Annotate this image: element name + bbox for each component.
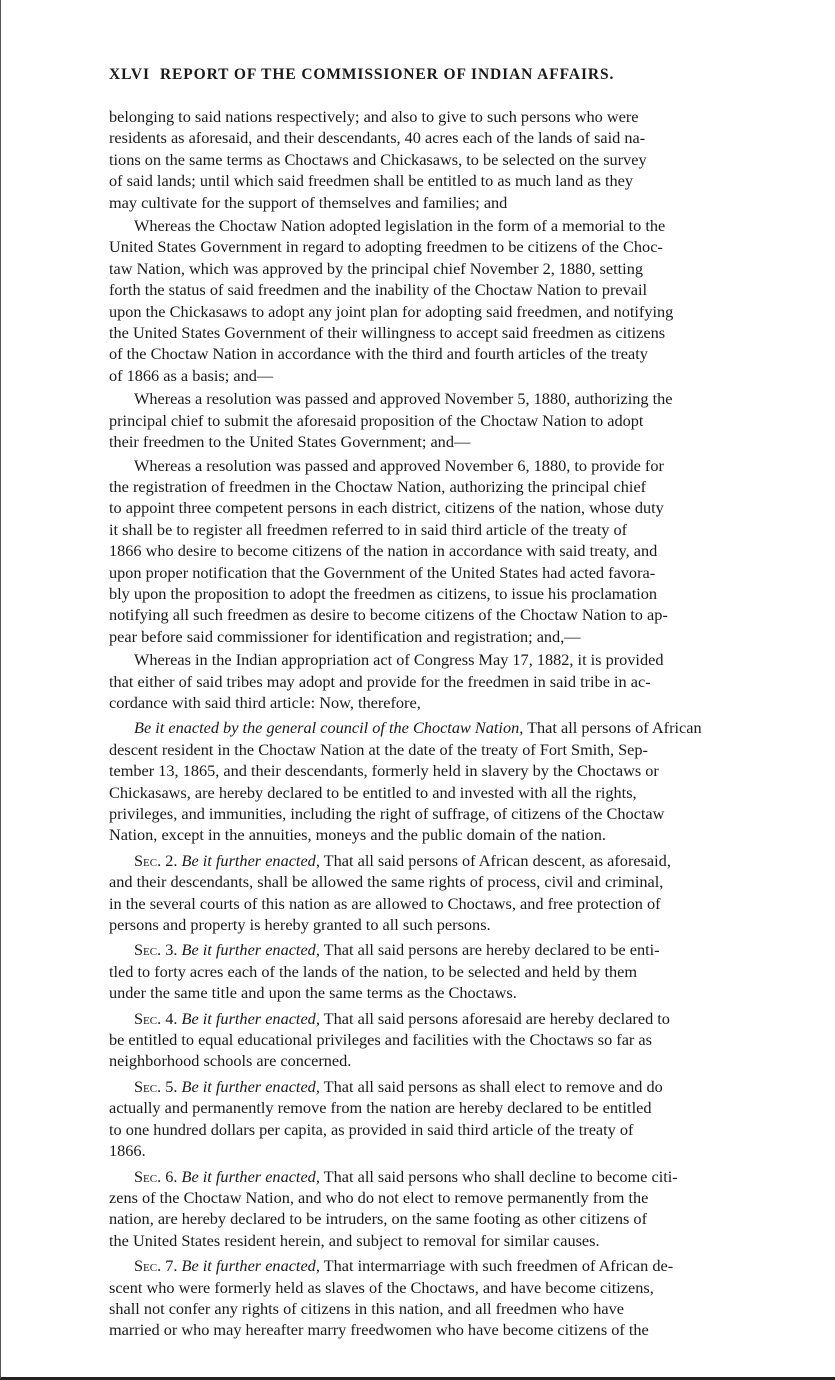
- text-line: residents as aforesaid, and their descendants, 40 acres each of the lands of said na-: [109, 128, 646, 148]
- text-line: and their descendants, shall be allowed the same rights of process, civil and criminal,: [109, 872, 664, 892]
- text-line: be entitled to equal educational privileges and facilities with the Choctaws so far as: [109, 1030, 652, 1050]
- text-line: pear before said commissioner for identification and registration; and,—: [109, 626, 581, 646]
- text-line: forth the status of said freedmen and the inability of the Choctaw Nation to prevail: [109, 280, 648, 300]
- text-line: may cultivate for the support of themselves and families; and: [109, 192, 508, 212]
- text-line: [109, 939, 795, 960]
- section-number: Sec. 6.: [134, 1166, 182, 1186]
- text-line: Whereas in the Indian appropriation act of Congress May 17, 1882, it is provided: [134, 650, 664, 670]
- text-line: under the same title and upon the same terms as the Choctaws.: [109, 983, 517, 1003]
- text-line: [109, 717, 795, 738]
- line-text: That all said persons are hereby declared to be enti-: [319, 940, 660, 960]
- text-line: notifying all such freedmen as desire to become citizens of the Choctaw Nation to ap-: [109, 605, 668, 625]
- text-line: the registration of freedmen in the Choctaw Nation, authorizing the principal chief: [109, 476, 647, 496]
- text-line: tember 13, 1865, and their descendants, formerly held in slavery by the Choctaws or: [109, 761, 659, 781]
- text-line: 1866 who desire to become citizens of the nation in accordance with said treaty, and: [109, 541, 658, 561]
- text-line: privileges, and immunities, including the right of suffrage, of citizens of the Choctaw: [109, 804, 665, 823]
- text-line: neighborhood schools are concerned.: [109, 1051, 352, 1071]
- paragraph: [109, 106, 795, 213]
- paragraph: [109, 455, 795, 648]
- section-number: Sec. 7.: [134, 1256, 182, 1276]
- page-number: XLVI: [109, 66, 150, 83]
- section-paragraph: [109, 1076, 795, 1162]
- text-line: [109, 850, 795, 871]
- text-line: of 1866 as a basis; and—: [109, 365, 274, 385]
- paragraph: [109, 717, 795, 845]
- text-line: scent who were formerly held as slaves of the Choctaws, and have become citizens,: [109, 1277, 654, 1297]
- text-line: zens of the Choctaw Nation, and who do not elect to remove permanently from the: [109, 1187, 649, 1207]
- text-line: Whereas a resolution was passed and approved November 6, 1880, to provide for: [134, 455, 664, 475]
- text-line: belonging to said nations respectively; and also to give to such persons who were: [109, 107, 639, 126]
- text-line: upon proper notification that the Government of the United States had acted favora-: [109, 562, 656, 582]
- section-number: Sec. 3.: [134, 940, 182, 960]
- line-text: That all said persons aforesaid are hereby declared to: [319, 1008, 670, 1028]
- line-text: That all said persons as shall elect to remove and do: [319, 1076, 663, 1096]
- text-line: Chickasaws, are hereby declared to be entitled to and invested with all the rights,: [109, 782, 637, 802]
- document-body: [109, 106, 795, 1341]
- section-number: Sec. 4.: [134, 1008, 182, 1028]
- running-title: REPORT OF THE COMMISSIONER OF INDIAN AFFAIRS.: [159, 66, 615, 83]
- enacting-clause: Be it further enacted,: [181, 1076, 320, 1096]
- text-line: bly upon the proposition to adopt the freedmen as citizens, to issue his proclamation: [109, 583, 658, 603]
- enacting-clause: Be it further enacted,: [181, 1008, 320, 1028]
- enacting-clause: Be it further enacted,: [181, 1256, 320, 1276]
- text-line: of said lands; until which said freedmen shall be entitled to as much land as they: [109, 171, 634, 191]
- line-text: That all said persons who shall decline to become citi-: [319, 1166, 678, 1186]
- paragraph: [109, 215, 795, 386]
- paragraph: [109, 649, 795, 713]
- text-line: [109, 1076, 795, 1097]
- text-line: shall not confer any rights of citizens in this nation, and all freedmen who have: [109, 1298, 624, 1318]
- enacting-clause: Be it further enacted,: [181, 850, 320, 870]
- enacting-clause: Be it enacted by the general council of the Choctaw Nation,: [134, 718, 524, 738]
- text-line: Nation, except in the annuities, moneys and the public domain of the nation.: [109, 825, 606, 845]
- text-line: persons and property is hereby granted to all such persons.: [109, 915, 491, 935]
- section-number: Sec. 5.: [134, 1076, 182, 1096]
- section-number: Sec. 2.: [134, 850, 182, 870]
- text-line: it shall be to register all freedmen referred to in said third article of the treaty of: [109, 519, 628, 539]
- line-text: That intermarriage with such freedmen of African de-: [319, 1256, 674, 1276]
- text-line: actually and permanently remove from the nation are hereby declared to be entitled: [109, 1098, 652, 1118]
- text-line: 1866.: [109, 1141, 146, 1161]
- text-line: the United States Government of their willingness to accept said freedmen as citizens: [109, 323, 666, 343]
- text-line: cordance with said third article: Now, therefore,: [109, 692, 421, 712]
- text-line: the United States resident herein, and subject to removal for similar causes.: [109, 1230, 600, 1250]
- section-paragraph: [109, 1255, 795, 1341]
- enacting-clause: Be it further enacted,: [181, 940, 320, 960]
- text-line: taw Nation, which was approved by the principal chief November 2, 1880, setting: [109, 258, 643, 278]
- text-line: principal chief to submit the aforesaid proposition of the Choctaw Nation to adopt: [109, 410, 644, 430]
- section-paragraph: [109, 1008, 795, 1072]
- text-line: United States Government in regard to adopting freedmen to be citizens of the Choc-: [109, 237, 663, 257]
- line-text: That all persons of African: [523, 718, 702, 738]
- enacting-clause: Be it further enacted,: [181, 1166, 320, 1186]
- text-line: [109, 1008, 795, 1029]
- text-line: [109, 1255, 795, 1276]
- text-line: to appoint three competent persons in each district, citizens of the nation, whose duty: [109, 498, 664, 518]
- text-line: married or who may hereafter marry freedwomen who have become citizens of the: [109, 1320, 649, 1340]
- text-line: of the Choctaw Nation in accordance with the third and fourth articles of the treaty: [109, 344, 648, 364]
- running-header: [109, 66, 614, 84]
- text-line: tled to forty acres each of the lands of the nation, to be selected and held by them: [109, 961, 638, 981]
- text-line: that either of said tribes may adopt and provide for the freedmen in said tribe in ac-: [109, 671, 651, 691]
- text-line: [109, 1166, 795, 1187]
- text-line: Whereas a resolution was passed and approved November 5, 1880, authorizing the: [134, 389, 673, 409]
- text-line: upon the Chickasaws to adopt any joint plan for adopting said freedmen, and notifying: [109, 301, 674, 321]
- paragraph: [109, 388, 795, 452]
- text-line: to one hundred dollars per capita, as provided in said third article of the treaty of: [109, 1119, 634, 1139]
- text-line: nation, are hereby declared to be intruders, on the same footing as other citizens of: [109, 1209, 647, 1229]
- section-paragraph: [109, 939, 795, 1003]
- text-line: in the several courts of this nation as are allowed to Choctaws, and free protection of: [109, 893, 661, 913]
- text-line: Whereas the Choctaw Nation adopted legislation in the form of a memorial to the: [134, 216, 666, 236]
- text-line: their freedmen to the United States Government; and—: [109, 432, 471, 452]
- section-paragraph: [109, 850, 795, 936]
- section-paragraph: [109, 1166, 795, 1252]
- text-line: tions on the same terms as Choctaws and Chickasaws, to be selected on the survey: [109, 149, 647, 169]
- text-line: descent resident in the Choctaw Nation at the date of the treaty of Fort Smith, Sep-: [109, 739, 648, 759]
- line-text: That all said persons of African descent, as aforesaid,: [319, 850, 671, 870]
